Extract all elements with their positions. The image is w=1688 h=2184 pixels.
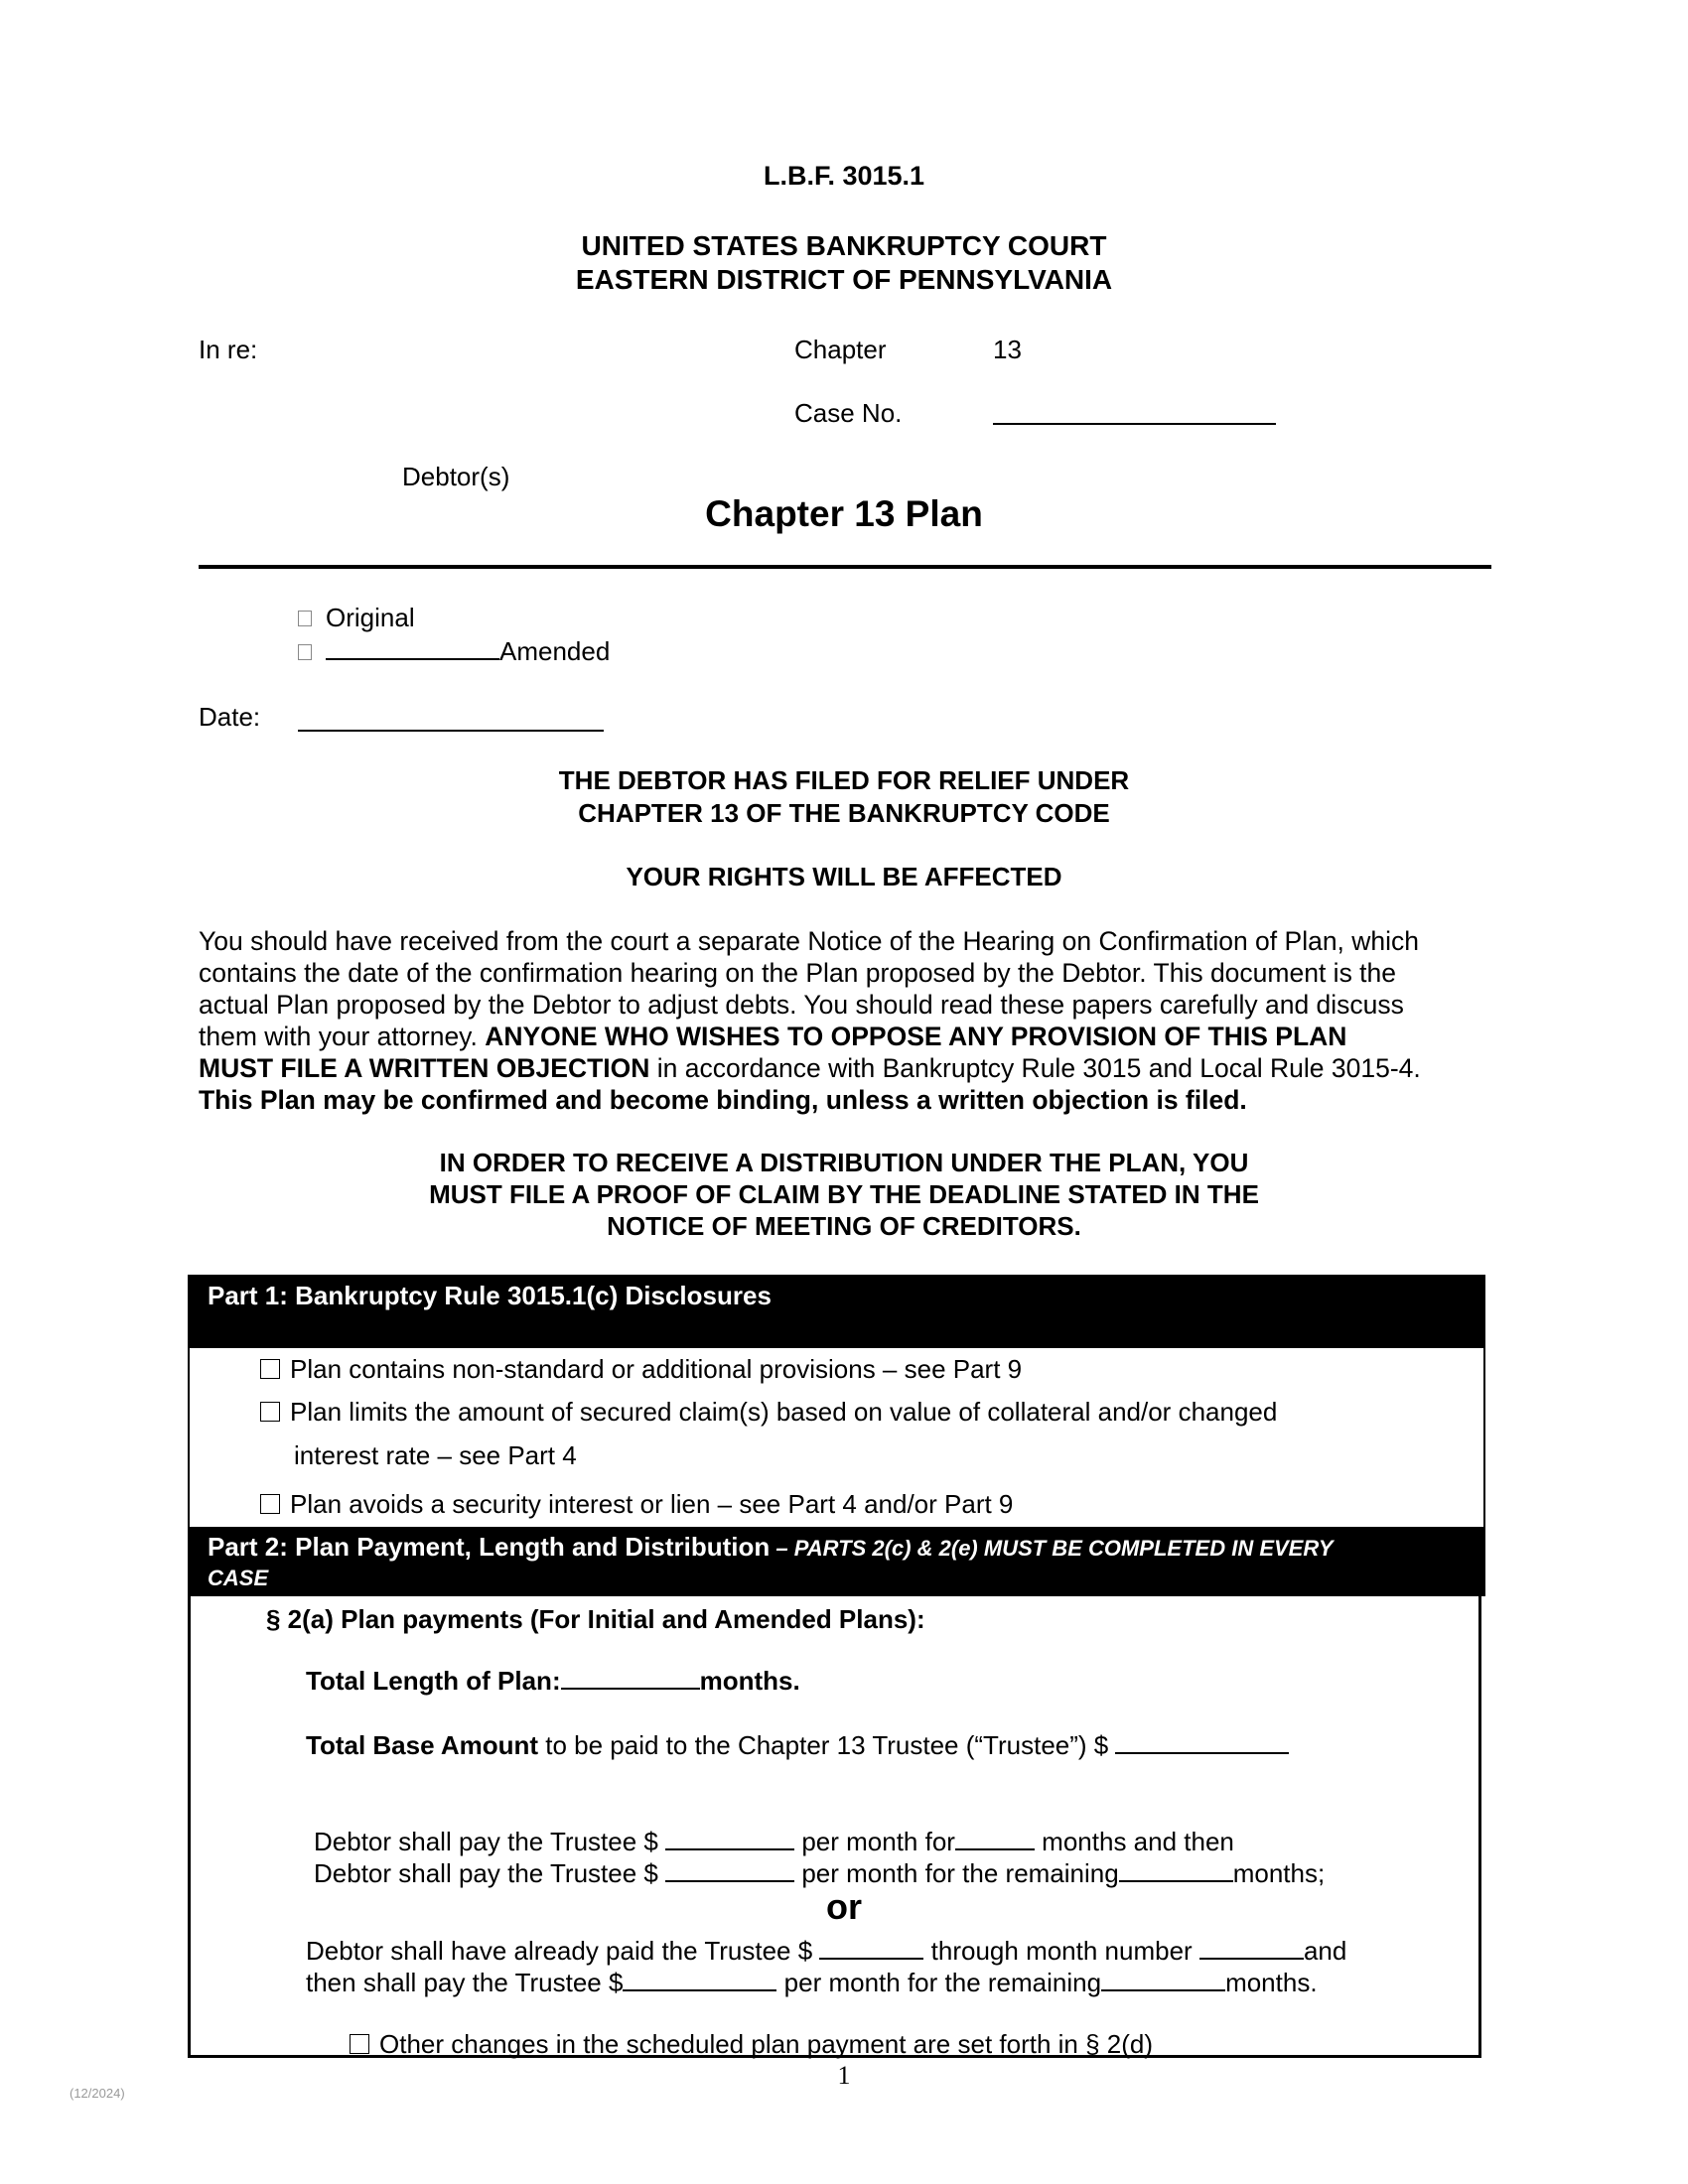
original-label: Original (326, 603, 415, 632)
page-number: 1 (837, 2061, 851, 2090)
notice-p4b: ANYONE WHO WISHES TO OPPOSE ANY PROVISION OF THIS PLAN (485, 1022, 1347, 1051)
in-re-label: In re: (199, 335, 258, 364)
or-separator: or (826, 1886, 862, 1927)
payment-text: per month for (794, 1827, 955, 1856)
part1-option-avoids[interactable] (260, 1489, 1013, 1520)
checkbox[interactable] (260, 1402, 280, 1422)
payment-text: per month for the remaining (794, 1858, 1119, 1888)
part2-heading-note: – PARTS 2(c) & 2(e) MUST BE COMPLETED IN EVERY (770, 1536, 1334, 1561)
part1-option-label: Plan avoids a security interest or lien – see Part 4 and/or Part 9 (290, 1489, 1014, 1519)
total-length-field[interactable] (561, 1666, 700, 1690)
claim-line1: IN ORDER TO RECEIVE A DISTRIBUTION UNDER THE PLAN, YOU (439, 1148, 1249, 1177)
notice-p2: contains the date of the confirmation hearing on the Plan proposed by the Debtor. This document is the (199, 958, 1397, 988)
total-base-row (306, 1730, 1289, 1761)
rights-affected: YOUR RIGHTS WILL BE AFFECTED (626, 862, 1062, 891)
notice-p1: You should have received from the court a separate Notice of the Hearing on Confirmation of Plan, which (199, 926, 1420, 956)
payment-text: Debtor shall have already paid the Trustee $ (306, 1936, 820, 1966)
part1-option-label: Plan limits the amount of secured claim(s) based on value of collateral and/or changed (290, 1397, 1278, 1427)
payment-text: months; (1232, 1858, 1326, 1888)
other-changes-label: Other changes in the scheduled plan payment are set forth in § 2(d) (379, 2029, 1154, 2059)
payment-amount-field[interactable] (665, 1858, 794, 1882)
total-length-label: Total Length of Plan: (306, 1666, 561, 1696)
checkbox[interactable] (260, 1359, 280, 1379)
payment-row-1 (314, 1827, 1234, 1857)
amended-number-field[interactable] (326, 636, 499, 660)
total-length-unit: months. (699, 1666, 800, 1696)
checkbox[interactable] (260, 1494, 280, 1514)
amended-label: Amended (499, 636, 611, 666)
payment-text: per month for the remaining (776, 1968, 1102, 1997)
total-base-field[interactable] (1115, 1730, 1289, 1754)
payment-text: Debtor shall pay the Trustee $ (314, 1858, 666, 1888)
form-id: L.B.F. 3015.1 (763, 161, 925, 191)
chapter-label: Chapter (794, 335, 887, 364)
paid-amount-field[interactable] (819, 1936, 923, 1960)
amended-option[interactable] (298, 636, 610, 667)
date-label: Date: (199, 702, 261, 732)
payment-row-2 (314, 1858, 1325, 1889)
notice-p3: actual Plan proposed by the Debtor to adjust debts. You should read these papers carefully and discuss (199, 990, 1404, 1020)
claim-line2: MUST FILE A PROOF OF CLAIM BY THE DEADLINE STATED IN THE (429, 1179, 1259, 1209)
revision-date: (12/2024) (70, 2086, 125, 2101)
payment-text: then shall pay the Trustee $ (306, 1968, 624, 1997)
part1-option-limits-cont: interest rate – see Part 4 (294, 1440, 577, 1470)
payment-text: months and then (1034, 1827, 1234, 1856)
other-changes-option[interactable] (350, 2029, 1153, 2060)
notice-paragraph (199, 925, 1509, 1116)
original-checkbox[interactable] (298, 611, 312, 626)
total-length-row (306, 1666, 800, 1697)
claim-line3: NOTICE OF MEETING OF CREDITORS. (607, 1211, 1081, 1241)
total-base-label: Total Base Amount (306, 1730, 539, 1760)
month-number-field[interactable] (1199, 1936, 1304, 1960)
part1-option-label: Plan contains non-standard or additional provisions – see Part 9 (290, 1354, 1023, 1384)
notice-p5b: in accordance with Bankruptcy Rule 3015 and Local Rule 3015-4. (649, 1053, 1421, 1083)
notice-line2: CHAPTER 13 OF THE BANKRUPTCY CODE (578, 798, 1110, 828)
part1-option-nonstandard[interactable] (260, 1354, 1022, 1385)
payment-text: through month number (923, 1936, 1199, 1966)
checkbox[interactable] (350, 2034, 369, 2054)
part2-heading: Part 2: Plan Payment, Length and Distribution (208, 1532, 771, 1562)
payment-remaining-months-field[interactable] (1119, 1858, 1233, 1882)
notice-line1: THE DEBTOR HAS FILED FOR RELIEF UNDER (558, 765, 1130, 795)
part1-option-limits[interactable] (260, 1397, 1277, 1428)
payment-months-field[interactable] (955, 1827, 1035, 1850)
part1-heading: Part 1: Bankruptcy Rule 3015.1(c) Disclosures (208, 1281, 772, 1310)
already-paid-row-1 (306, 1936, 1346, 1967)
notice-p6: This Plan may be confirmed and become binding, unless a written objection is filed. (199, 1085, 1247, 1115)
part2-header (188, 1527, 1485, 1596)
total-base-text: to be paid to the Chapter 13 Trustee (“Trustee”) $ (538, 1730, 1116, 1760)
court-district: EASTERN DISTRICT OF PENNSYLVANIA (575, 264, 1113, 295)
original-option[interactable] (298, 603, 415, 633)
date-field[interactable] (298, 730, 604, 732)
part1-header (188, 1275, 1485, 1348)
part2-heading-note2: CASE (208, 1566, 269, 1590)
chapter-value: 13 (993, 335, 1022, 364)
notice-p5a: MUST FILE A WRITTEN OBJECTION (199, 1053, 650, 1083)
page-title: Chapter 13 Plan (705, 493, 983, 534)
payment-text: and (1303, 1936, 1347, 1966)
amended-checkbox[interactable] (298, 644, 312, 660)
monthly-amount-field[interactable] (623, 1968, 776, 1991)
court-name: UNITED STATES BANKRUPTCY COURT (581, 230, 1107, 261)
payment-text: months. (1225, 1968, 1318, 1997)
payment-amount-field[interactable] (665, 1827, 794, 1850)
remaining-months-field[interactable] (1101, 1968, 1225, 1991)
case-no-label: Case No. (794, 398, 903, 428)
title-rule (199, 565, 1491, 569)
notice-p4a: them with your attorney. (199, 1022, 486, 1051)
already-paid-row-2 (306, 1968, 1318, 1998)
case-no-field[interactable] (993, 423, 1276, 425)
section-2a-heading: § 2(a) Plan payments (For Initial and Amended Plans): (266, 1604, 925, 1634)
payment-text: Debtor shall pay the Trustee $ (314, 1827, 666, 1856)
debtors-label: Debtor(s) (402, 462, 510, 491)
